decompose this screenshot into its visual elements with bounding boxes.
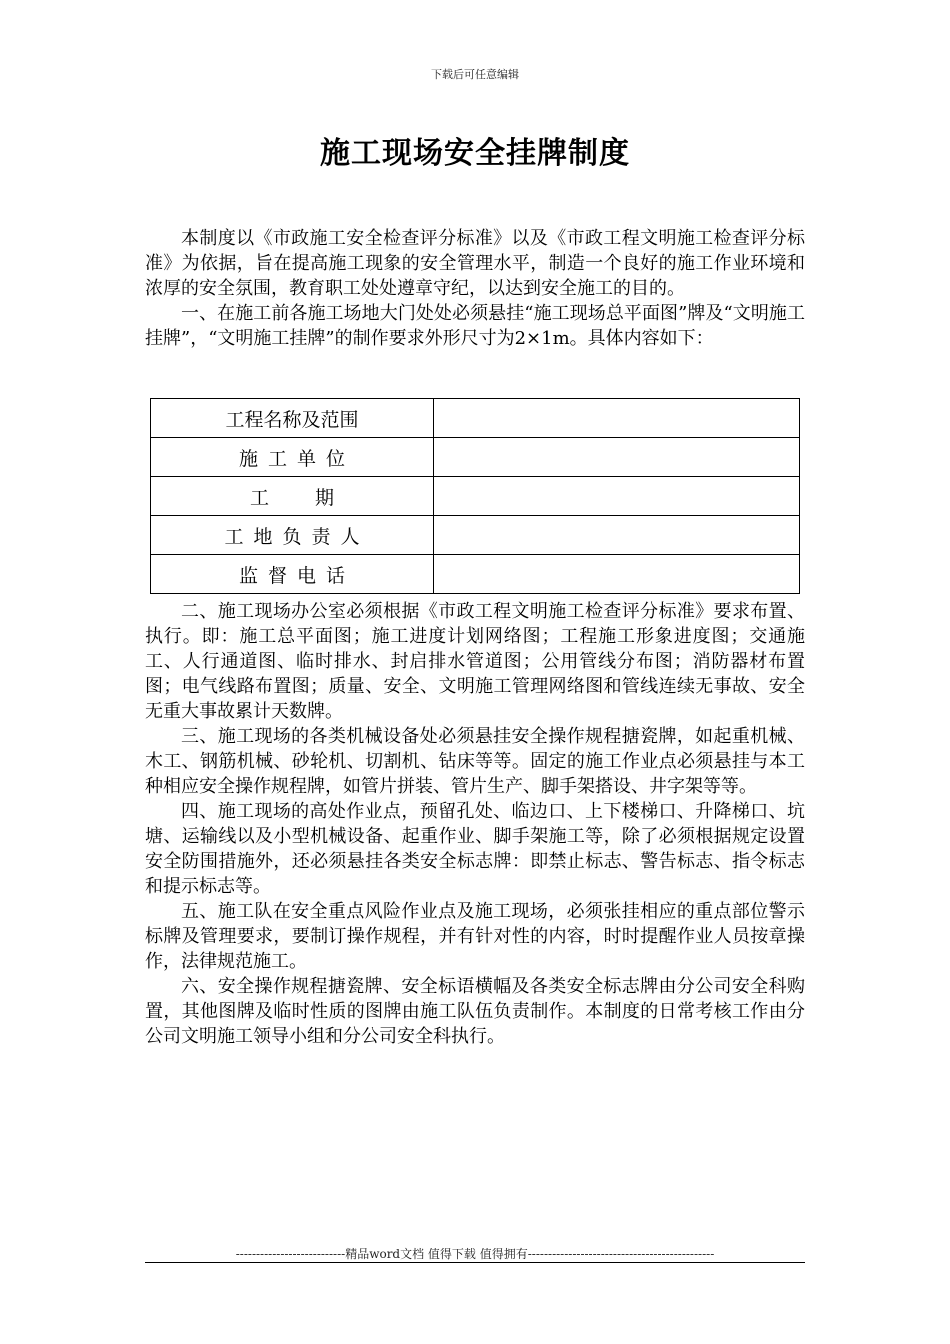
table-label: 工期 (151, 477, 434, 516)
sign-content-table (150, 398, 800, 594)
table-value (434, 477, 800, 516)
intro-paragraph: 本制度以《市政施工安全检查评分标准》以及《市政工程文明施工检查评分标准》为依据，旨在提高施工现象的安全管理水平，制造一个良好的施工作业环境和浓厚的安全氛围，教育职工处处遵章守纪，以达到安全施工的目的。 (145, 228, 805, 299)
table-label: 工程名称及范围 (151, 399, 434, 438)
section-4-paragraph: 四、施工现场的高处作业点，预留孔处、临边口、上下楼梯口、升降梯口、坑塘、运输线以及小型机械设备、起重作业、脚手架施工等，除了必须根据规定设置安全防围措施外，还必须悬挂各类安全标志牌：即禁止标志、警告标志、指令标志和提示标志等。 (145, 801, 805, 897)
table-row (151, 516, 800, 555)
section-3-paragraph: 三、施工现场的各类机械设备处必须悬挂安全操作规程搪瓷牌，如起重机械、木工、钢筋机械、砂轮机、切割机、钻床等等。固定的施工作业点必须悬挂与本工种相应安全操作规程牌，如管片拼装、管片生产、脚手架搭设、井字架等等。 (145, 726, 805, 797)
table-row (151, 477, 800, 516)
table-value (434, 516, 800, 555)
footer-note: ---------------------------精品word文档 值得下载 值得拥有---------------------------------------------- (235, 1247, 715, 1261)
table-row (151, 399, 800, 438)
table-row (151, 555, 800, 594)
section-6-paragraph: 六、安全操作规程搪瓷牌、安全标语横幅及各类安全标志牌由分公司安全科购置，其他图牌及临时性质的图牌由施工队伍负责制作。本制度的日常考核工作由分公司文明施工领导小组和分公司安全科执行。 (145, 976, 805, 1047)
footer-divider (145, 1262, 805, 1263)
table-label: 监督电话 (151, 555, 434, 594)
section-5-paragraph: 五、施工队在安全重点风险作业点及施工现场，必须张挂相应的重点部位警示标牌及管理要求，要制订操作规程，并有针对性的内容，时时提醒作业人员按章操作，法律规范施工。 (145, 901, 805, 972)
table-row (151, 438, 800, 477)
table-label: 施工单位 (151, 438, 434, 477)
table-value (434, 399, 800, 438)
section-1-paragraph: 一、在施工前各施工场地大门处处必须悬挂“施工现场总平面图”牌及“文明施工挂牌”，“文明施工挂牌”的制作要求外形尺寸为2×1m。具体内容如下： (145, 303, 805, 349)
table-label: 工地负责人 (151, 516, 434, 555)
body-section (145, 599, 805, 1049)
intro-section (145, 226, 805, 351)
section-2-paragraph: 二、施工现场办公室必须根据《市政工程文明施工检查评分标准》要求布置、执行。即：施工总平面图；施工进度计划网络图；工程施工形象进度图；交通施工、人行通道图、临时排水、封启排水管道图；公用管线分布图；消防器材布置图；电气线路布置图；质量、安全、文明施工管理网络图和管线连续无事故、安全无重大事故累计天数牌。 (145, 601, 805, 722)
table-value (434, 555, 800, 594)
header-note: 下载后可任意编辑 (431, 68, 519, 81)
document-title: 施工现场安全挂牌制度 (320, 136, 630, 171)
table-value (434, 438, 800, 477)
